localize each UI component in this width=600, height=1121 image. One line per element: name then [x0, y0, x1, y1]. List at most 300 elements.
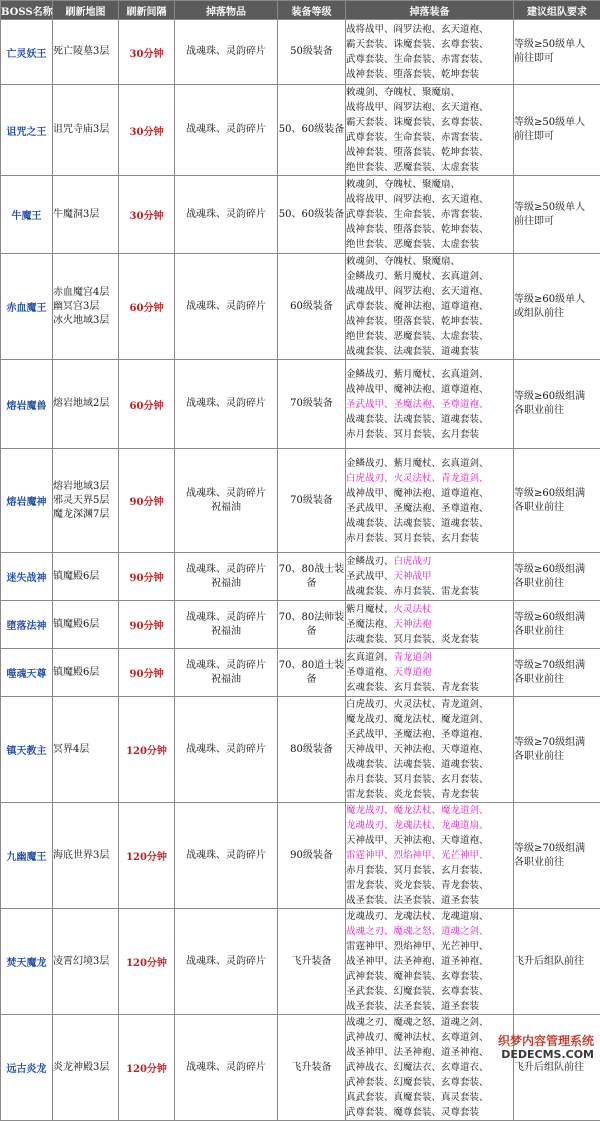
equip-line	[346, 22, 513, 37]
equip-line	[346, 680, 513, 695]
watermark-cn: 织梦内容管理系统	[498, 1034, 594, 1048]
requirement-line: 各职业前往	[514, 501, 600, 515]
equip-line	[346, 427, 513, 442]
requirement-line: 等级≥70级组满	[514, 842, 600, 856]
item-line: 祝福油	[175, 577, 277, 591]
refresh-map	[53, 1015, 119, 1121]
equip-line	[346, 1045, 513, 1060]
requirement-line: 等级≥60级组满	[514, 487, 600, 501]
map-line: 赤血魔宫4层	[53, 286, 118, 300]
equip-level	[278, 360, 346, 449]
equip-line	[346, 269, 513, 284]
refresh-map	[53, 85, 119, 176]
item-line: 战魂珠、灵韵碎片	[175, 1061, 277, 1075]
drop-equipment	[346, 20, 514, 85]
equip-line	[346, 207, 513, 222]
equip-line	[346, 863, 513, 878]
drop-items	[175, 803, 278, 909]
level-line: 50级装备	[278, 45, 345, 59]
equip-highlight: 白虎战刃、火灵法杖、青龙道剑、	[346, 473, 489, 484]
equip-text: 雷龙套装、炎龙套装、青龙套装	[346, 789, 479, 800]
equip-text: 武尊套装、生命套装、赤霄套装、	[346, 209, 489, 220]
team-requirement	[514, 254, 600, 360]
drop-equipment	[346, 85, 514, 176]
equip-text: 战神战甲、魔神法袍、道尊道袍、	[346, 384, 489, 395]
refresh-interval: 120分钟	[119, 909, 175, 1015]
boss-name: 噬魂天尊	[1, 649, 53, 697]
equip-line	[346, 999, 513, 1014]
equip-line	[346, 329, 513, 344]
requirement-line: 前往即可	[514, 52, 600, 66]
requirement-line: 等级≥70级组满	[514, 736, 600, 750]
equip-line	[346, 909, 513, 924]
requirement-line: 等级≥50级单人	[514, 38, 600, 52]
equip-line	[346, 115, 513, 130]
equip-line	[346, 37, 513, 52]
equip-level	[278, 697, 346, 803]
table-row	[1, 601, 600, 649]
watermark-en: DEDECMS.COM	[498, 1048, 594, 1062]
map-line: 镇魔殿6层	[53, 666, 118, 680]
map-line: 海底世界3层	[53, 849, 118, 863]
equip-line	[346, 818, 513, 833]
refresh-map	[53, 176, 119, 254]
equip-highlight: 火灵法杖	[394, 604, 432, 615]
equip-text: 圣武战甲、圣魔法袍、圣尊道袍、	[346, 503, 489, 514]
equip-text: 金鳞战刃、紫月魔杖、玄真道剑、	[346, 271, 489, 282]
equip-text: 战将战甲、阎罗法袍、玄天道袍、	[346, 102, 489, 113]
table-row	[1, 176, 600, 254]
level-line: 飞升装备	[278, 955, 345, 969]
equip-text: 圣武战甲、	[346, 571, 394, 582]
equip-text: 战圣神甲、法圣神袍、道圣神袍、	[346, 956, 489, 967]
watermark	[498, 1034, 594, 1062]
team-requirement	[514, 649, 600, 697]
equip-text: 雷霆神甲、烈焰神甲、光芒神甲、	[346, 941, 489, 952]
equip-text: 白虎战刃、火灵法杖、青龙道剑、	[346, 699, 489, 710]
equip-line	[346, 1090, 513, 1105]
equip-line	[346, 531, 513, 546]
refresh-interval: 90分钟	[119, 649, 175, 697]
level-line: 备	[278, 673, 345, 687]
team-requirement	[514, 601, 600, 649]
equip-text: 金鳞战刃、	[346, 556, 394, 567]
equip-line	[346, 772, 513, 787]
item-line: 战魂珠、灵韵碎片	[175, 611, 277, 625]
requirement-line: 各职业前往	[514, 577, 600, 591]
refresh-interval: 90分钟	[119, 601, 175, 649]
equip-line	[346, 1060, 513, 1075]
equip-text: 敕魂剑、夺魄杖、聚魔扇、	[346, 87, 460, 98]
boss-name: 牛魔王	[1, 176, 53, 254]
equip-level	[278, 803, 346, 909]
equip-text: 赤月套装、冥月套装、玄月套装、	[346, 774, 489, 785]
level-line: 50、60级装备	[278, 208, 345, 222]
boss-name: 堕落法神	[1, 601, 53, 649]
refresh-map	[53, 909, 119, 1015]
map-line: 镇魔殿6层	[53, 618, 118, 632]
boss-name: 镇天教主	[1, 697, 53, 803]
equip-line	[346, 787, 513, 802]
requirement-line: 前往即可	[514, 215, 600, 229]
drop-items	[175, 601, 278, 649]
equip-level	[278, 553, 346, 601]
equip-text: 战魂套装、法魂套装、道魂套装、	[346, 518, 489, 529]
requirement-line: 等级≥50级单人	[514, 201, 600, 215]
equip-level	[278, 909, 346, 1015]
team-requirement	[514, 803, 600, 909]
equip-text: 战神套装、堕落套装、乾坤套装	[346, 69, 479, 80]
boss-name: 诅咒之王	[1, 85, 53, 176]
item-line: 战魂珠、灵韵碎片	[175, 487, 277, 501]
level-line: 70级装备	[278, 494, 345, 508]
refresh-interval: 30分钟	[119, 176, 175, 254]
map-line: 诅咒寺庙3层	[53, 123, 118, 137]
team-requirement	[514, 85, 600, 176]
header-drop-equipment: 掉落装备	[346, 1, 514, 20]
equip-level	[278, 1015, 346, 1121]
equip-text: 赤月套装、冥月套装、玄月套装、	[346, 865, 489, 876]
equip-line	[346, 222, 513, 237]
drop-items	[175, 649, 278, 697]
equip-line	[346, 299, 513, 314]
equip-text: 雷龙套装、炎龙套装、青龙套装、	[346, 880, 489, 891]
equip-text: 敕魂剑、夺魄杖、聚魔扇、	[346, 256, 460, 267]
equip-text: 战神套装、堕落套装、乾坤套装、	[346, 316, 489, 327]
header-drop-items: 掉落物品	[175, 1, 278, 20]
drop-equipment	[346, 360, 514, 449]
equip-text: 战魂之刃、魔魂之怒、道魂之剑、	[346, 1017, 489, 1028]
boss-name: 熔岩魔神	[1, 449, 53, 553]
header-boss-name: BOSS名称	[1, 1, 53, 20]
item-line: 战魂珠、灵韵碎片	[175, 849, 277, 863]
drop-items	[175, 553, 278, 601]
equip-text: 武神套装、幻魔套装、玄尊套装、	[346, 1077, 489, 1088]
table-row	[1, 85, 600, 176]
equip-line	[346, 984, 513, 999]
equip-text: 龙魂战刃、龙魂法杖、龙魂道扇、	[346, 911, 489, 922]
requirement-line: 等级≥70级组满	[514, 659, 600, 673]
table-row	[1, 360, 600, 449]
item-line: 战魂珠、灵韵碎片	[175, 208, 277, 222]
equip-text: 战神套装、堕落套装、乾坤套装、	[346, 147, 489, 158]
equip-text: 魔龙战刃、魔龙法杖、魔龙道剑、	[346, 714, 489, 725]
table-row	[1, 697, 600, 803]
equip-line	[346, 584, 513, 599]
equip-line	[346, 130, 513, 145]
equip-level	[278, 601, 346, 649]
equip-line	[346, 848, 513, 863]
item-line: 战魂珠、灵韵碎片	[175, 659, 277, 673]
drop-items	[175, 254, 278, 360]
drop-items	[175, 20, 278, 85]
header-refresh-interval: 刷新间隔	[119, 1, 175, 20]
equip-line	[346, 85, 513, 100]
equip-highlight: 青龙道剑	[394, 652, 432, 663]
item-line: 祝福油	[175, 501, 277, 515]
level-line: 70、80战士装	[278, 563, 345, 577]
equip-text: 绝世套装、恶魔套装、太虚套装	[346, 162, 479, 173]
equip-line	[346, 254, 513, 269]
equip-line	[346, 412, 513, 427]
equip-line	[346, 314, 513, 329]
requirement-line: 前往即可	[514, 130, 600, 144]
equip-line	[346, 712, 513, 727]
header-refresh-map: 刷新地图	[53, 1, 119, 20]
equip-line	[346, 878, 513, 893]
map-line: 炎龙神殿3层	[53, 1061, 118, 1075]
table-row	[1, 803, 600, 909]
equip-line	[346, 650, 513, 665]
refresh-interval: 60分钟	[119, 254, 175, 360]
item-line: 祝福油	[175, 625, 277, 639]
refresh-map	[53, 649, 119, 697]
drop-equipment	[346, 649, 514, 697]
equip-level	[278, 254, 346, 360]
equip-text: 圣尊道袍、	[346, 667, 394, 678]
equip-line	[346, 367, 513, 382]
header-equip-level: 装备等级	[278, 1, 346, 20]
equip-text: 圣武套装、幻魔套装、玄尊套装、	[346, 986, 489, 997]
table-row	[1, 449, 600, 553]
equip-highlight: 龙魂战刃、龙魂法杖、龙魂道扇、	[346, 820, 489, 831]
equip-line	[346, 924, 513, 939]
equip-line	[346, 456, 513, 471]
requirement-line: 各职业前往	[514, 750, 600, 764]
equip-line	[346, 617, 513, 632]
level-line: 80级装备	[278, 743, 345, 757]
map-line: 牛魔洞3层	[53, 208, 118, 222]
refresh-map	[53, 697, 119, 803]
boss-name: 熔岩魔兽	[1, 360, 53, 449]
header-team-requirement: 建议组队要求	[514, 1, 600, 20]
team-requirement	[514, 909, 600, 1015]
equip-text: 真武套装、真魔套装、真灵套装、	[346, 1092, 489, 1103]
equip-line	[346, 1075, 513, 1090]
level-line: 70级装备	[278, 397, 345, 411]
refresh-map	[53, 449, 119, 553]
table-row	[1, 909, 600, 1015]
level-line: 备	[278, 577, 345, 591]
drop-items	[175, 1015, 278, 1121]
refresh-map	[53, 601, 119, 649]
equip-line	[346, 602, 513, 617]
drop-equipment	[346, 697, 514, 803]
refresh-map	[53, 553, 119, 601]
equip-line	[346, 727, 513, 742]
requirement-line: 等级≥60级组满	[514, 563, 600, 577]
item-line: 战魂珠、灵韵碎片	[175, 45, 277, 59]
item-line: 战魂珠、灵韵碎片	[175, 123, 277, 137]
equip-text: 战将战甲、阎罗法袍、玄天道袍、	[346, 194, 489, 205]
equip-text: 战圣套装、法圣套装、道圣套装	[346, 895, 479, 906]
equip-line	[346, 177, 513, 192]
map-line: 镇魔殿6层	[53, 570, 118, 584]
map-line: 死亡陵墓3层	[53, 45, 118, 59]
map-line: 熔岩地域2层	[53, 397, 118, 411]
equip-line	[346, 501, 513, 516]
refresh-interval: 120分钟	[119, 803, 175, 909]
equip-line	[346, 939, 513, 954]
map-line: 邪灵天界5层	[53, 494, 118, 508]
drop-items	[175, 176, 278, 254]
boss-name: 亡灵妖王	[1, 20, 53, 85]
equip-text: 霸天套装、诛魔套装、玄尊套装、	[346, 39, 489, 50]
item-line: 战魂珠、灵韵碎片	[175, 300, 277, 314]
equip-level	[278, 20, 346, 85]
equip-line	[346, 554, 513, 569]
table-row	[1, 649, 600, 697]
equip-line	[346, 397, 513, 412]
map-line: 凌霄幻境3层	[53, 955, 118, 969]
requirement-line: 飞升后组队前往	[514, 1061, 600, 1075]
equip-text: 战魂套装、法魂套装、道魂套装	[346, 346, 479, 357]
drop-equipment	[346, 176, 514, 254]
level-line: 50、60级装备	[278, 123, 345, 137]
refresh-map	[53, 254, 119, 360]
requirement-line: 等级≥60级单人	[514, 293, 600, 307]
equip-highlight: 天神法袍	[394, 619, 432, 630]
requirement-line: 各职业前往	[514, 856, 600, 870]
equip-text: 战魂套装、法魂套装、道魂套装、	[346, 414, 489, 425]
equip-line	[346, 145, 513, 160]
map-line: 幽冥宫3层	[53, 300, 118, 314]
equip-highlight: 魔龙战刃、魔龙法杖、魔龙道剑、	[346, 805, 489, 816]
equip-line	[346, 1015, 513, 1030]
equip-text: 圣魔法袍、	[346, 619, 394, 630]
equip-level	[278, 176, 346, 254]
equip-text: 武神战刃、魔神法杖、玄尊道剑、	[346, 1032, 489, 1043]
refresh-interval: 90分钟	[119, 553, 175, 601]
equip-line	[346, 1105, 513, 1120]
equip-level	[278, 649, 346, 697]
refresh-interval: 120分钟	[119, 1015, 175, 1121]
table-row	[1, 1015, 600, 1121]
equip-line	[346, 1030, 513, 1045]
equip-text: 天神战甲、天神法袍、天尊道袍、	[346, 744, 489, 755]
refresh-map	[53, 20, 119, 85]
equip-line	[346, 160, 513, 175]
equip-text: 战神套装、堕落套装、乾坤套装、	[346, 224, 489, 235]
equip-text: 武尊套装、生命套装、赤霄套装、	[346, 132, 489, 143]
drop-equipment	[346, 449, 514, 553]
refresh-map	[53, 360, 119, 449]
equip-text: 玄真道剑、	[346, 652, 394, 663]
refresh-interval: 90分钟	[119, 449, 175, 553]
equip-highlight: 天尊道袍	[394, 667, 432, 678]
equip-text: 法魂套装、冥月套装、炎龙套装	[346, 634, 479, 645]
team-requirement	[514, 1015, 600, 1121]
drop-items	[175, 449, 278, 553]
equip-highlight: 雷霆神甲、烈焰神甲、光芒神甲、	[346, 850, 489, 861]
equip-text: 霸天套装、诛魔套装、玄尊套装、	[346, 117, 489, 128]
map-line: 冰火地域3层	[53, 314, 118, 328]
equip-text: 绝世套装、恶魔套装、太虚套装、	[346, 331, 489, 342]
equip-line	[346, 632, 513, 647]
equip-text: 战魂战甲、阎罗法袍、玄天道袍、	[346, 286, 489, 297]
requirement-line: 各职业前往	[514, 673, 600, 687]
equip-text: 战神战甲、魔神法袍、道尊道袍、	[346, 488, 489, 499]
equip-text: 战将战甲、阎罗法袍、玄天道袍、	[346, 24, 489, 35]
team-requirement	[514, 553, 600, 601]
equip-text: 金鳞战刃、紫月魔杖、玄真道剑、	[346, 458, 489, 469]
equip-text: 武尊套装、生命套装、赤霄套装、	[346, 54, 489, 65]
equip-highlight: 天神战甲	[394, 571, 432, 582]
level-line: 90级装备	[278, 849, 345, 863]
equip-text: 战魂套装、法魂套装、道魂套装、	[346, 759, 489, 770]
team-requirement	[514, 449, 600, 553]
equip-line	[346, 284, 513, 299]
drop-equipment	[346, 909, 514, 1015]
requirement-line: 各职业前往	[514, 404, 600, 418]
equip-text: 武尊套装、魔神法袍、道尊道袍、	[346, 301, 489, 312]
requirement-line: 等级≥50级单人	[514, 116, 600, 130]
equip-text: 天神战甲、天神法袍、天尊道袍、	[346, 835, 489, 846]
equip-line	[346, 237, 513, 252]
equip-line	[346, 344, 513, 359]
item-line: 战魂珠、灵韵碎片	[175, 955, 277, 969]
refresh-interval: 30分钟	[119, 85, 175, 176]
equip-line	[346, 516, 513, 531]
equip-text: 武尊套装、魔尊套装、灵尊套装	[346, 1107, 479, 1118]
refresh-interval: 120分钟	[119, 697, 175, 803]
equip-line	[346, 471, 513, 486]
equip-line	[346, 486, 513, 501]
boss-name: 迷失战神	[1, 553, 53, 601]
equip-text: 赤月套装、冥月套装、玄月套装	[346, 533, 479, 544]
equip-text: 金鳞战刃、紫月魔杖、玄真道剑、	[346, 369, 489, 380]
level-line: 70、80法师装	[278, 611, 345, 625]
drop-equipment	[346, 254, 514, 360]
team-requirement	[514, 176, 600, 254]
equip-line	[346, 742, 513, 757]
equip-highlight: 白虎战刃	[394, 556, 432, 567]
requirement-line: 等级≥60级组满	[514, 390, 600, 404]
equip-text: 战魂套装、赤月套装、雷龙套装	[346, 586, 479, 597]
equip-line	[346, 52, 513, 67]
equip-line	[346, 803, 513, 818]
level-line: 70、80道士装	[278, 659, 345, 673]
refresh-map	[53, 803, 119, 909]
level-line: 60级装备	[278, 300, 345, 314]
drop-items	[175, 697, 278, 803]
equip-text: 紫月魔杖、	[346, 604, 394, 615]
item-line: 战魂珠、灵韵碎片	[175, 563, 277, 577]
table-header-row	[1, 1, 600, 20]
equip-text: 绝世套装、恶魔套装、太虚套装	[346, 239, 479, 250]
equip-line	[346, 67, 513, 82]
equip-text: 敕魂剑、夺魄杖、聚魔扇、	[346, 179, 460, 190]
table-row	[1, 20, 600, 85]
table-row	[1, 553, 600, 601]
drop-equipment	[346, 553, 514, 601]
equip-text: 玄魂套装、玄月套装、青龙套装	[346, 682, 479, 693]
equip-level	[278, 85, 346, 176]
requirement-line: 飞升后组队前往	[514, 955, 600, 969]
requirement-line: 等级≥60级组满	[514, 611, 600, 625]
equip-line	[346, 100, 513, 115]
drop-items	[175, 85, 278, 176]
boss-name: 九幽魔王	[1, 803, 53, 909]
map-line: 冥界4层	[53, 743, 118, 757]
level-line: 备	[278, 625, 345, 639]
equip-line	[346, 969, 513, 984]
boss-name: 赤血魔王	[1, 254, 53, 360]
equip-line	[346, 893, 513, 908]
drop-items	[175, 909, 278, 1015]
requirement-line: 或组队前往	[514, 307, 600, 321]
boss-name: 远古炎龙	[1, 1015, 53, 1121]
